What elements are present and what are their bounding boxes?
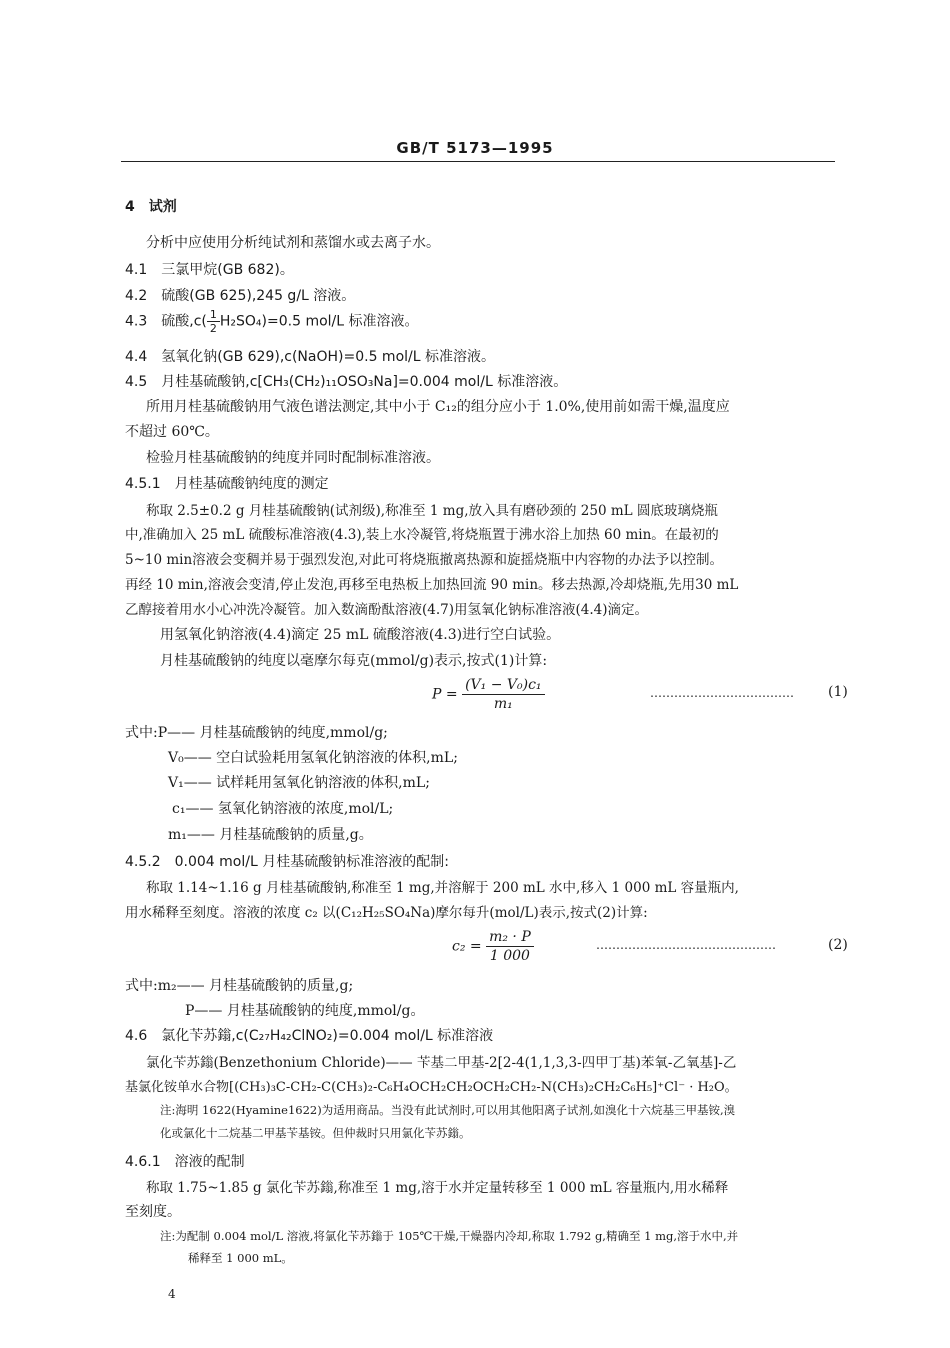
where-2-line2: P—— 月桂基硫酸钠的纯度,mmol/g。 xyxy=(185,1003,425,1019)
para-4-5-1-line2: 中,准确加入 25 mL 硫酸标准溶液(4.3),装上水冷凝管,将烧瓶置于沸水浴上加热 60 min。在最初的 xyxy=(125,527,719,543)
item-4-5: 4.5 月桂基硫酸钠,c[CH₃(CH₂)₁₁OSO₃Na]=0.004 mol/L 标准溶液。 xyxy=(125,374,568,390)
where-1-line2: V₀—— 空白试验耗用氢氧化钠溶液的体积,mL; xyxy=(168,750,458,766)
page-number: 4 xyxy=(168,1287,176,1301)
where-1-line1: 式中:P—— 月桂基硫酸钠的纯度,mmol/g; xyxy=(125,725,388,741)
para-4-5-2-line2: 用水稀释至刻度。溶液的浓度 c₂ 以(C₁₂H₂₅SO₄Na)摩尔每升(mol/L)表示,按式(2)计算: xyxy=(125,905,648,921)
para-4-5-line2: 不超过 60℃。 xyxy=(125,424,219,440)
equation-2-lhs: c₂ = xyxy=(452,938,482,955)
para-4-5-1-line3: 5~10 min溶液会变稠并易于强烈发泡,对此可将烧瓶撤离热源和旋摇烧瓶中内容物的办法予以控制。 xyxy=(125,552,723,568)
para-4-5-b: 检验月桂基硫酸钠的纯度并同时配制标准溶液。 xyxy=(146,450,440,466)
note-2-line2: 稀释至 1 000 mL。 xyxy=(188,1251,293,1265)
section-heading: 4 试剂 xyxy=(125,199,177,215)
note-1-line1: 注:海明 1622(Hyamine1622)为适用商品。当没有此试剂时,可以用其他阳离子试剂,如溴化十六烷基三甲基铵,溴 xyxy=(160,1103,736,1117)
equation-1 xyxy=(432,676,545,713)
fraction-numerator: 1 xyxy=(207,308,220,322)
equation-2 xyxy=(452,928,534,965)
para-4-6-line1: 氯化苄苏鎓(Benzethonium Chloride)—— 苄基二甲基-2[2-4(1,1,3,3-四甲丁基)苯氧-乙氧基]-乙 xyxy=(146,1055,737,1071)
item-4-3-suffix: H₂SO₄)=0.5 mol/L 标准溶液。 xyxy=(219,313,419,330)
fraction-denominator: 2 xyxy=(209,322,217,335)
equation-2-fraction xyxy=(486,928,534,965)
intro-paragraph: 分析中应使用分析纯试剂和蒸馏水或去离子水。 xyxy=(146,235,440,251)
equation-1-denominator: m₁ xyxy=(493,696,513,712)
equation-2-number: (2) xyxy=(828,937,848,953)
equation-1-leader: ……………………………… xyxy=(650,686,794,700)
equation-1-numerator: (V₁ − V₀)c₁ xyxy=(462,676,544,695)
where-1-line3: V₁—— 试样耗用氢氧化钠溶液的体积,mL; xyxy=(168,775,430,791)
para-4-5-1-line5: 乙醇接着用水小心冲洗冷凝管。加入数滴酚酞溶液(4.7)用氢氧化钠标准溶液(4.4)滴定。 xyxy=(125,602,649,618)
note-2-line1: 注:为配制 0.004 mol/L 溶液,将氯化苄苏鎓于 105℃干燥,干燥器内冷却,称取 1.792 g,精确至 1 mg,溶于水中,并 xyxy=(160,1229,739,1243)
item-4-3 xyxy=(125,308,419,335)
item-4-5-2: 4.5.2 0.004 mol/L 月桂基硫酸钠标准溶液的配制: xyxy=(125,854,449,870)
page-header: GB/T 5173—1995 xyxy=(396,139,554,157)
where-2-line1: 式中:m₂—— 月桂基硫酸钠的质量,g; xyxy=(125,978,354,994)
item-4-6: 4.6 氯化苄苏鎓,c(C₂₇H₄₂ClNO₂)=0.004 mol/L 标准溶液 xyxy=(125,1028,494,1044)
note-1-line2: 化或氯化十二烷基二甲基苄基铵。但仲裁时只用氯化苄苏鎓。 xyxy=(160,1126,471,1140)
where-1-line4: c₁—— 氢氧化钠溶液的浓度,mol/L; xyxy=(172,801,394,817)
para-4-6-1-line2: 至刻度。 xyxy=(125,1204,181,1220)
para-4-5-1-line4: 再经 10 min,溶液会变清,停止发泡,再移至电热板上加热回流 90 min。移去热源,冷却烧瓶,先用30 mL xyxy=(125,577,739,593)
header-rule xyxy=(121,161,835,162)
equation-1-fraction xyxy=(462,676,544,713)
equation-2-numerator: m₂ · P xyxy=(486,928,534,947)
para-4-5-2-line1: 称取 1.14~1.16 g 月桂基硫酸钠,称准至 1 mg,并溶解于 200 mL 水中,移入 1 000 mL 容量瓶内, xyxy=(146,880,739,896)
equation-1-number: (1) xyxy=(828,684,848,700)
item-4-6-1: 4.6.1 溶液的配制 xyxy=(125,1154,245,1170)
equation-2-denominator: 1 000 xyxy=(489,948,530,964)
para-4-5-1-formula-intro: 月桂基硫酸钠的纯度以毫摩尔每克(mmol/g)表示,按式(1)计算: xyxy=(160,653,548,669)
equation-2-leader: ……………………………………… xyxy=(596,938,776,952)
item-4-1: 4.1 三氯甲烷(GB 682)。 xyxy=(125,262,294,278)
item-4-2: 4.2 硫酸(GB 625),245 g/L 溶液。 xyxy=(125,288,356,304)
equation-1-lhs: P = xyxy=(432,686,458,703)
para-4-6-1-line1: 称取 1.75~1.85 g 氯化苄苏鎓,称准至 1 mg,溶于水并定量转移至 1 000 mL 容量瓶内,用水稀释 xyxy=(146,1180,729,1196)
para-4-5-1-line1: 称取 2.5±0.2 g 月桂基硫酸钠(试剂级),称准至 1 mg,放入具有磨砂颈的 250 mL 圆底玻璃烧瓶 xyxy=(146,503,718,519)
item-4-3-prefix: 4.3 硫酸,c( xyxy=(125,313,207,330)
para-4-5-line1: 所用月桂基硫酸钠用气液色谱法测定,其中小于 C₁₂的组分应小于 1.0%,使用前如需干燥,温度应 xyxy=(146,399,730,415)
item-4-4: 4.4 氢氧化钠(GB 629),c(NaOH)=0.5 mol/L 标准溶液。 xyxy=(125,349,495,365)
para-4-5-1-blank: 用氢氧化钠溶液(4.4)滴定 25 mL 硫酸溶液(4.3)进行空白试验。 xyxy=(160,627,561,643)
item-4-5-1: 4.5.1 月桂基硫酸钠纯度的测定 xyxy=(125,476,329,492)
where-1-line5: m₁—— 月桂基硫酸钠的质量,g。 xyxy=(168,827,373,843)
item-4-3-fraction xyxy=(207,308,220,335)
para-4-6-line2: 基氯化铵单水合物[(CH₃)₃C-CH₂-C(CH₃)₂-C₆H₄OCH₂CH₂OCH₂CH₂-N(CH₃)₂CH₂C₆H₅]⁺Cl⁻ · H₂O。 xyxy=(125,1080,738,1095)
